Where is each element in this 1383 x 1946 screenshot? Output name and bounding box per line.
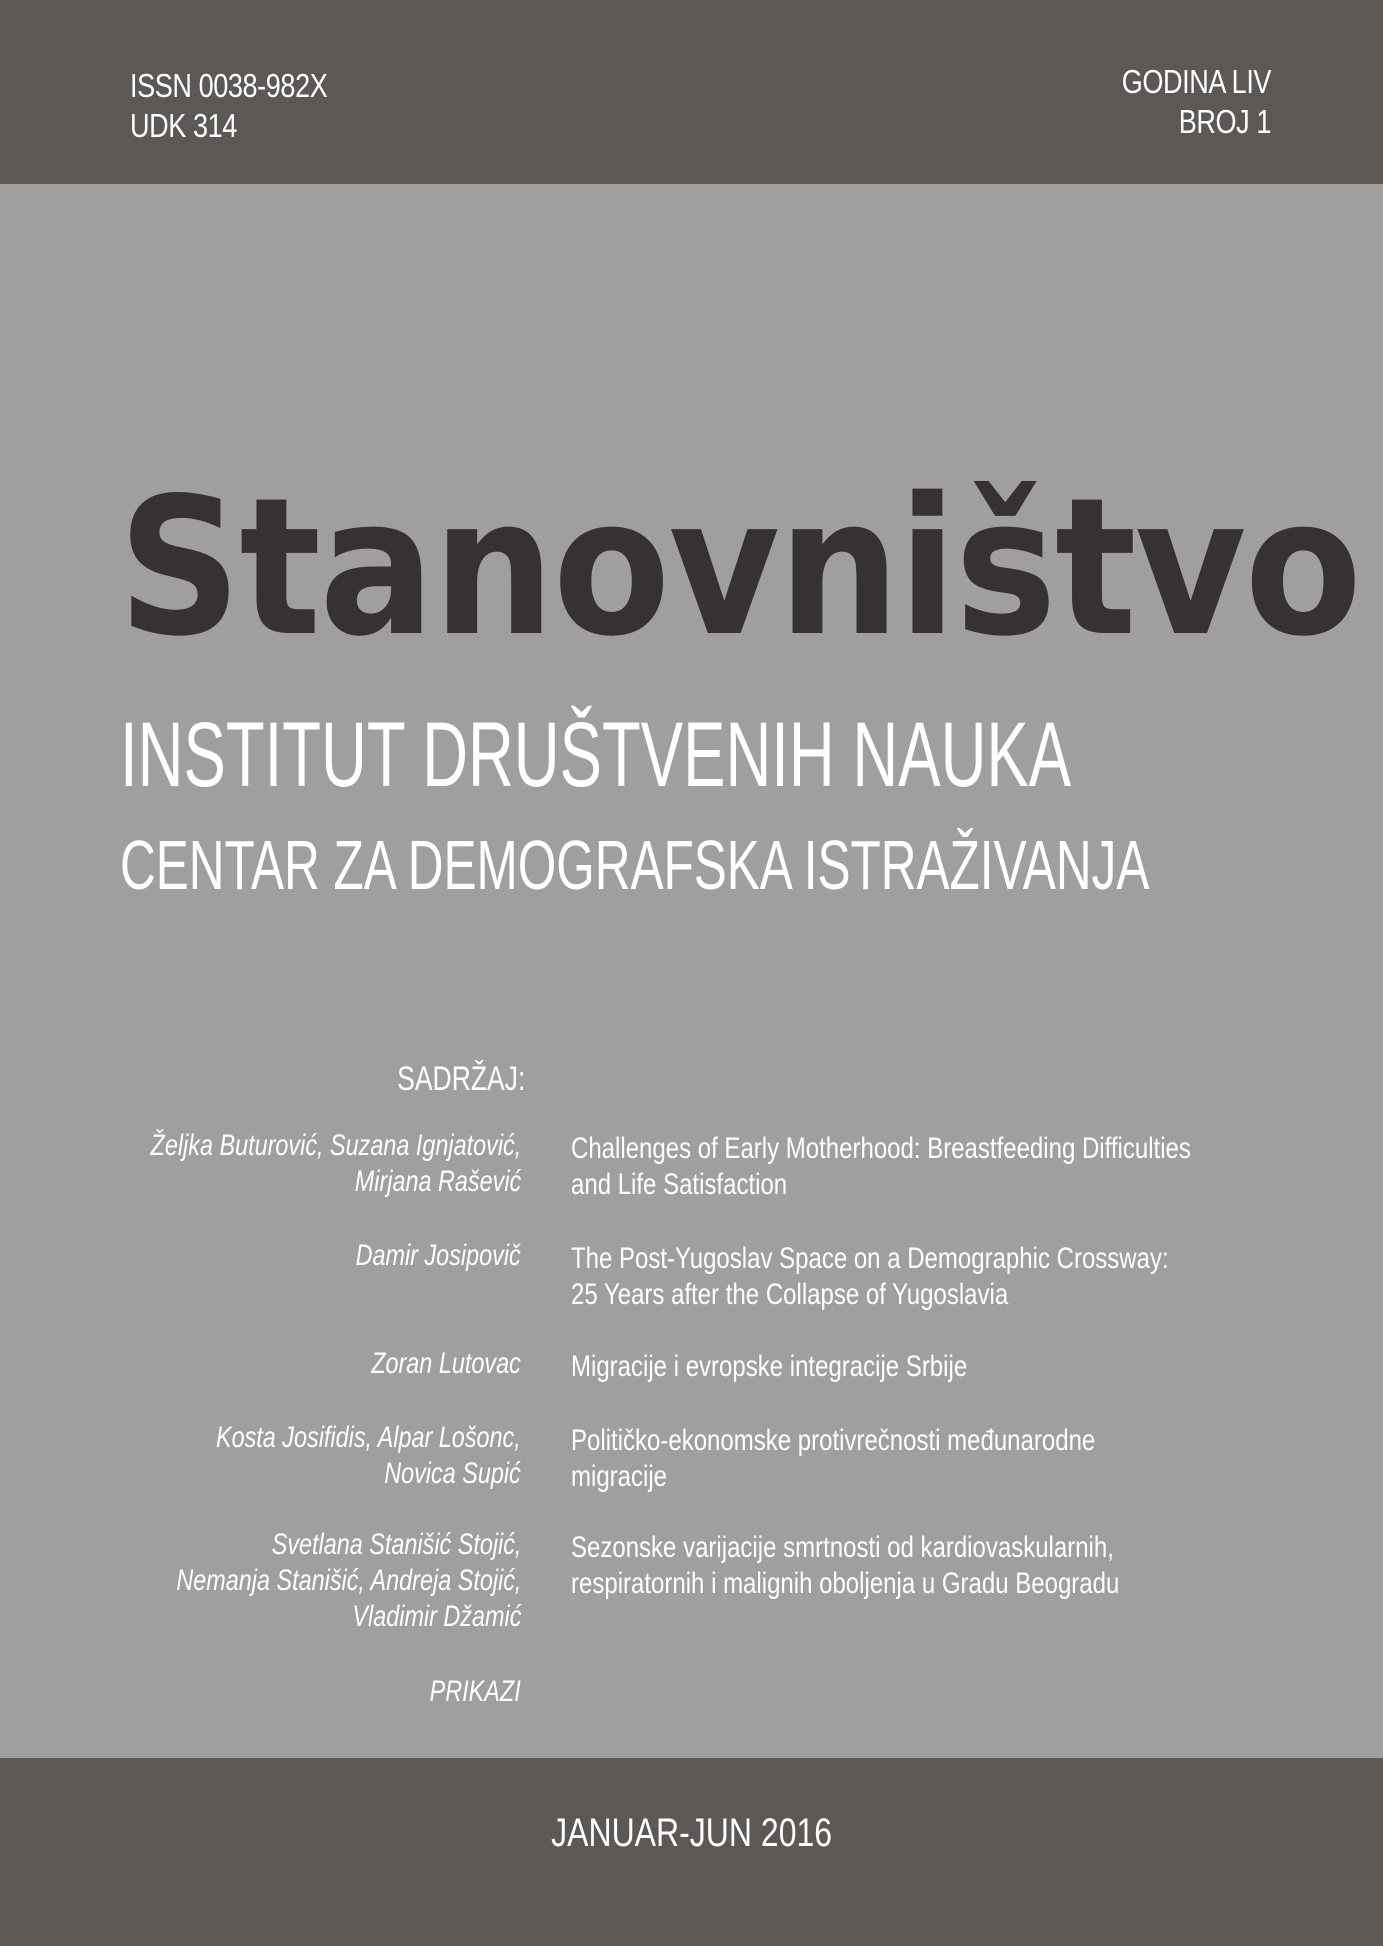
udk: UDK 314: [130, 107, 237, 144]
broj: BROJ 1: [1178, 103, 1271, 140]
article-authors: Svetlana Stanišić Stojić, Nemanja Stanišić, Andreja Stojić, Vladimir Džamić: [175, 1528, 521, 1633]
article-authors: Damir Josipovič: [355, 1239, 521, 1272]
journal-title: Stanovništvo: [118, 457, 1361, 678]
institute-name: INSTITUT DRUŠTVENIH NAUKA: [120, 704, 1072, 806]
article-title: The Post-Yugoslav Space on a Demographic Crossway: 25 Years after the Collapse of Yugoslavia: [571, 1242, 1169, 1311]
issue-date: JANUAR-JUN 2016: [551, 1811, 832, 1855]
godina: GODINA LIV: [1121, 63, 1271, 100]
volume-info: [1122, 62, 1271, 142]
article-authors: Zoran Lutovac: [371, 1347, 521, 1380]
article-title: Sezonske varijacije smrtnosti od kardiovaskularnih, respiratornih i malignih oboljenja u Gradu Beogradu: [571, 1531, 1120, 1600]
article-title: Challenges of Early Motherhood: Breastfeeding Difficulties and Life Satisfaction: [571, 1132, 1191, 1201]
identifiers: [130, 66, 327, 146]
article-title: Migracije i evropske integracije Srbije: [571, 1350, 968, 1383]
contents-heading: SADRŽAJ:: [396, 1060, 525, 1098]
reviews-label: PRIKAZI: [429, 1675, 521, 1708]
article-title: Političko-ekonomske protivrečnosti međunarodne migracije: [571, 1424, 1096, 1493]
article-authors: Željka Buturović, Suzana Ignjatović, Mirjana Rašević: [150, 1129, 521, 1198]
center-name: CENTAR ZA DEMOGRAFSKA ISTRAŽIVANJA: [120, 826, 1150, 904]
issn: ISSN 0038-982X: [130, 67, 328, 104]
article-authors: Kosta Josifidis, Alpar Lošonc, Novica Supić: [216, 1421, 521, 1490]
